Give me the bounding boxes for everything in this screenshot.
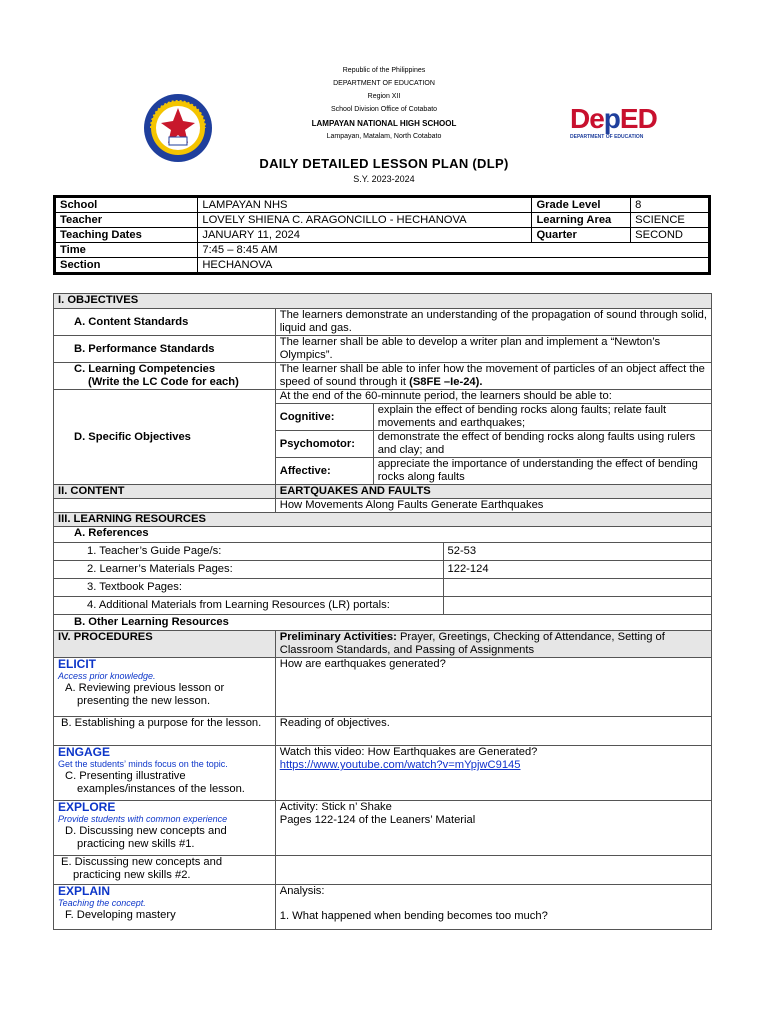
school-year: S.Y. 2023-2024 [353,174,415,184]
procedure-a-item: A. Reviewing previous lesson or presenting the new lesson. [65,682,225,707]
resources-heading: III. LEARNING RESOURCES [54,513,712,527]
content-heading: II. CONTENT [54,485,276,499]
school-label: School [55,197,198,213]
header-line-4: School Division Office of Cotabato [330,106,438,113]
content-standards-text: The learners demonstrate an understanding of the propagation of sound through solid, liquid and gas. [275,309,711,336]
teacher-value: LOVELY SHIENA C. ARAGONCILLO - HECHANOVA [198,213,532,228]
procedure-d-item: D. Discussing new concepts and practicing new skills #1. [65,825,227,850]
deped-logo: DepED DEPARTMENT OF EDUCATION [570,105,660,145]
lc-text: The learner shall be able to infer how the movement of particles of an object affect the speed of sound through it [279,363,705,388]
lm-pages-label: 2. Learner’s Materials Pages: [54,561,444,579]
header-line-2: DEPARTMENT OF EDUCATION [333,80,435,87]
specific-objectives-label: D. Specific Objectives [54,390,276,485]
procedure-a-text: How are earthquakes generated? [275,658,711,717]
engage-subtitle: Get the students’ minds focus on the topic. [58,759,228,769]
procedure-b-text: Reading of objectives. [275,717,711,746]
learning-competencies-note: (Write the LC Code for each) [88,376,239,388]
school-seal-logo [143,93,213,163]
header-line-1: Republic of the Philippines [342,67,426,74]
content-subtitle: How Movements Along Faults Generate Earthquakes [275,499,711,513]
procedure-f-cell [275,885,711,930]
info-table [53,195,711,275]
performance-standards-text: The learner shall be able to develop a writer plan and implement a “Newton’s Olympics”. [275,336,711,363]
procedures-heading: IV. PROCEDURES [54,631,276,658]
time-value: 7:45 – 8:45 AM [198,243,710,258]
other-resources-label: B. Other Learning Resources [54,615,712,631]
procedure-f-item: F. Developing mastery [65,909,176,921]
lc-code: (S8FE –Ie-24). [409,376,483,388]
references-label: A. References [54,527,712,543]
section-value: HECHANOVA [198,258,710,274]
preliminary-activities [275,631,711,658]
explain-label: EXPLAIN [58,884,111,898]
tg-pages-label: 1. Teacher’s Guide Page/s: [54,543,444,561]
school-value: LAMPAYAN NHS [198,197,532,213]
psychomotor-text: demonstrate the effect of bending rocks along faults using rulers and clay; and [373,431,711,458]
procedure-e-text [275,856,711,885]
school-name: LAMPAYAN NATIONAL HIGH SCHOOL [311,119,457,128]
quarter-value: SECOND [631,228,710,243]
quarter-label: Quarter [532,228,631,243]
procedure-c-cell [275,746,711,801]
header-line-3: Region XII [367,93,401,100]
tg-pages-value: 52-53 [443,543,711,561]
explore-label: EXPLORE [58,800,116,814]
elicit-label: ELICIT [58,657,96,671]
dates-value: JANUARY 11, 2024 [198,228,532,243]
cognitive-text: explain the effect of bending rocks along faults; relate fault movements and earthquakes; [373,404,711,431]
procedure-f-text-2: 1. What happened when bending becomes too much? [279,910,548,922]
school-address: Lampayan, Matalam, North Cotabato [326,133,442,140]
additional-materials-value [443,597,711,615]
procedure-c-text: Watch this video: How Earthquakes are Generated? [279,746,538,758]
engage-label: ENGAGE [58,745,111,759]
teacher-label: Teacher [55,213,198,228]
prelim-label: Preliminary Activities: [279,631,397,643]
content-standards-label: A. Content Standards [54,309,276,336]
content-title: EARTQUAKES AND FAULTS [275,485,711,499]
learning-competencies-text [275,363,711,390]
performance-standards-label: B. Performance Standards [54,336,276,363]
time-label: Time [55,243,198,258]
video-link[interactable]: https://www.youtube.com/watch?v=mYpjwC9145 [279,759,521,771]
learning-competencies-label [54,363,276,390]
content-blank [54,499,276,513]
lm-pages-value: 122-124 [443,561,711,579]
procedure-d-text-2: Pages 122-124 of the Leaners’ Material [279,814,476,826]
deped-logo-subtext: DEPARTMENT OF EDUCATION [570,134,644,140]
lesson-plan-table [53,293,712,930]
affective-label: Affective: [275,458,373,485]
cognitive-label: Cognitive: [275,404,373,431]
procedure-f-text-1: Analysis: [279,885,325,897]
procedure-d-cell [275,801,711,856]
affective-text: appreciate the importance of understanding the effect of bending rocks along faults [373,458,711,485]
procedure-c-item: C. Presenting illustrative examples/instances of the lesson. [65,770,245,795]
grade-label: Grade Level [532,197,631,213]
learning-competencies-title: C. Learning Competencies [74,363,216,375]
psychomotor-label: Psychomotor: [275,431,373,458]
explain-cell [54,885,276,930]
area-label: Learning Area [532,213,631,228]
procedure-d-text-1: Activity: Stick n’ Shake [279,801,392,813]
section-label: Section [55,258,198,274]
engage-cell [54,746,276,801]
area-value: SCIENCE [631,213,710,228]
document-title: DAILY DETAILED LESSON PLAN (DLP) [259,156,509,171]
procedure-b-item: B. Establishing a purpose for the lesson. [54,717,276,746]
grade-value: 8 [631,197,710,213]
elicit-cell [54,658,276,717]
objectives-heading: I. OBJECTIVES [54,294,712,309]
dates-label: Teaching Dates [55,228,198,243]
explore-subtitle: Provide students with common experience [58,814,228,824]
additional-materials-label: 4. Additional Materials from Learning Resources (LR) portals: [54,597,444,615]
prelim-text: Prayer, Greetings, Checking of Attendance, Setting of Classroom Standards, and Passing of Assignments [279,631,665,656]
specific-objectives-intro: At the end of the 60-minnute period, the learners should be able to: [275,390,711,404]
elicit-subtitle: Access prior knowledge. [58,671,156,681]
explain-subtitle: Teaching the concept. [58,898,146,908]
procedure-e-item: E. Discussing new concepts and practicing new skills #2. [54,856,276,885]
textbook-pages-label: 3. Textbook Pages: [54,579,444,597]
explore-cell [54,801,276,856]
textbook-pages-value [443,579,711,597]
